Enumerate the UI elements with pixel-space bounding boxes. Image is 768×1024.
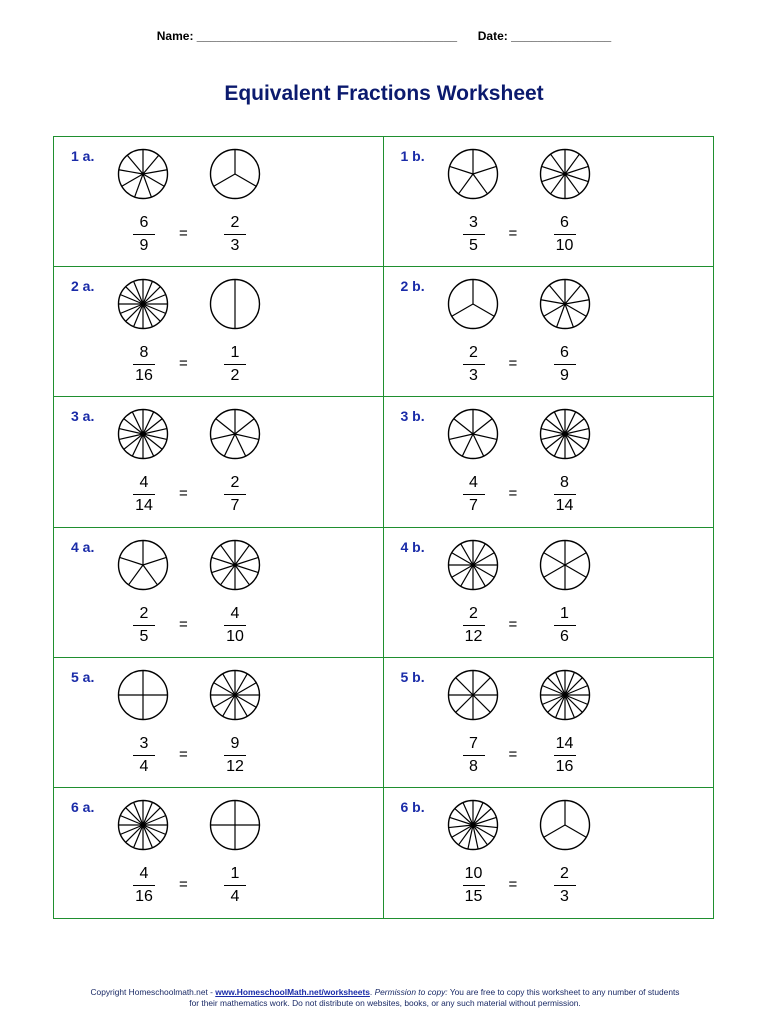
fraction-circle-icon <box>209 799 261 851</box>
left-numerator: 2 <box>133 604 155 626</box>
left-fraction <box>124 864 164 907</box>
right-denominator: 4 <box>230 887 240 905</box>
right-numerator: 2 <box>224 213 246 235</box>
fraction-circle-icon <box>539 408 591 460</box>
fraction-circle-icon <box>209 148 261 200</box>
problem-label: 5 b. <box>400 668 425 685</box>
problem-label: 3 b. <box>400 408 425 425</box>
right-denominator: 2 <box>230 367 240 385</box>
left-fraction-circle <box>447 148 499 200</box>
left-denominator: 15 <box>464 887 483 905</box>
right-fraction-circle <box>539 278 591 330</box>
right-fraction-circle <box>539 799 591 851</box>
right-fraction <box>545 213 585 256</box>
fraction-circle-icon <box>117 148 169 200</box>
left-numerator: 2 <box>463 604 485 626</box>
equals-sign: = <box>179 615 188 633</box>
fraction-circle-icon <box>447 799 499 851</box>
problem-cell <box>54 397 384 527</box>
problem-label: 4 a. <box>71 538 95 555</box>
problem-label: 2 a. <box>71 278 95 295</box>
left-fraction-circle <box>117 799 169 851</box>
right-fraction <box>545 864 585 907</box>
right-numerator: 2 <box>554 864 576 886</box>
left-denominator: 7 <box>469 497 478 515</box>
problem-cell <box>54 528 384 658</box>
permission-text: You are free to copy this worksheet to any number of students for their mathematics work. Do not distribute on websites, books, or any such material without permission. <box>189 987 680 1008</box>
name-line[interactable]: _______________________________________ <box>196 29 458 43</box>
left-fraction-circle <box>447 669 499 721</box>
left-fraction-circle <box>117 148 169 200</box>
left-denominator: 16 <box>135 367 153 385</box>
fraction-circle-icon <box>117 539 169 591</box>
fraction-circle-icon <box>539 669 591 721</box>
fraction-circle-icon <box>117 669 169 721</box>
fraction-circle-icon <box>447 148 499 200</box>
left-fraction <box>124 604 164 647</box>
problem-cell <box>54 788 384 918</box>
left-fraction <box>124 343 164 386</box>
left-denominator: 12 <box>464 627 483 645</box>
fraction-circle-icon <box>447 539 499 591</box>
right-numerator: 9 <box>224 734 246 756</box>
left-fraction-circle <box>447 408 499 460</box>
right-denominator: 9 <box>560 367 569 385</box>
left-numerator: 2 <box>463 343 485 365</box>
left-fraction <box>454 734 494 777</box>
right-numerator: 1 <box>554 604 576 626</box>
fraction-circle-icon <box>447 408 499 460</box>
problem-grid <box>53 136 714 919</box>
problem-label: 2 b. <box>400 278 425 295</box>
right-numerator: 1 <box>224 864 246 886</box>
equals-sign: = <box>179 875 188 893</box>
left-numerator: 7 <box>463 734 485 756</box>
fraction-circle-icon <box>209 408 261 460</box>
equals-sign: = <box>179 485 188 503</box>
left-denominator: 4 <box>139 757 149 775</box>
problem-cell <box>54 267 384 397</box>
fraction-circle-icon <box>539 278 591 330</box>
right-numerator: 8 <box>554 473 576 495</box>
fraction-circle-icon <box>209 669 261 721</box>
left-numerator: 3 <box>463 213 485 235</box>
name-label: Name: <box>156 29 194 43</box>
problem-label: 6 b. <box>400 798 425 815</box>
right-fraction <box>215 343 255 386</box>
right-fraction-circle <box>539 408 591 460</box>
right-fraction <box>215 864 255 907</box>
right-fraction-circle <box>539 148 591 200</box>
copyright-text: Copyright Homeschoolmath.net - <box>90 987 216 997</box>
problem-label: 5 a. <box>71 668 95 685</box>
right-denominator: 10 <box>226 627 244 645</box>
date-label: Date: <box>477 29 508 43</box>
left-fraction <box>454 213 494 256</box>
equals-sign: = <box>508 355 518 373</box>
footer-copyright <box>90 987 680 1009</box>
right-fraction-circle <box>209 669 261 721</box>
problem-label: 3 a. <box>71 408 95 425</box>
left-denominator: 8 <box>469 757 478 775</box>
problem-cell <box>384 137 714 267</box>
fraction-circle-icon <box>539 539 591 591</box>
equals-sign: = <box>179 355 188 373</box>
left-numerator: 4 <box>133 864 155 886</box>
problem-label: 6 a. <box>71 798 95 815</box>
right-denominator: 7 <box>230 497 240 515</box>
right-numerator: 2 <box>224 473 246 495</box>
right-fraction-circle <box>539 539 591 591</box>
right-denominator: 10 <box>555 237 574 254</box>
left-fraction <box>454 604 494 647</box>
left-numerator: 3 <box>133 734 155 756</box>
right-fraction-circle <box>209 539 261 591</box>
left-denominator: 9 <box>139 237 149 254</box>
equals-sign: = <box>508 615 518 633</box>
problem-cell <box>54 137 384 267</box>
left-fraction-circle <box>117 408 169 460</box>
right-denominator: 3 <box>560 887 569 905</box>
website-link[interactable]: www.HomeschoolMath.net/worksheets <box>215 987 370 997</box>
right-numerator: 4 <box>224 604 246 626</box>
problem-label: 4 b. <box>400 538 425 555</box>
left-fraction-circle <box>447 539 499 591</box>
left-fraction <box>124 473 164 516</box>
left-fraction <box>124 213 164 256</box>
fraction-circle-icon <box>117 278 169 330</box>
right-fraction <box>545 343 585 386</box>
fraction-circle-icon <box>539 148 591 200</box>
fraction-circle-icon <box>117 799 169 851</box>
problem-cell <box>384 528 714 658</box>
right-denominator: 12 <box>226 757 244 775</box>
equals-sign: = <box>508 225 518 242</box>
left-fraction-circle <box>117 539 169 591</box>
fraction-circle-icon <box>447 278 499 330</box>
right-fraction-circle <box>209 148 261 200</box>
right-fraction-circle <box>209 278 261 330</box>
right-fraction <box>545 734 585 777</box>
right-fraction <box>545 604 585 647</box>
left-fraction <box>454 864 494 907</box>
date-line[interactable]: _______________ <box>511 29 612 43</box>
right-fraction-circle <box>209 408 261 460</box>
fraction-circle-icon <box>447 669 499 721</box>
right-fraction <box>545 473 585 516</box>
fraction-circle-icon <box>209 278 261 330</box>
left-denominator: 5 <box>139 627 149 645</box>
right-denominator: 3 <box>230 237 240 254</box>
right-numerator: 6 <box>554 343 576 365</box>
fraction-circle-icon <box>539 799 591 851</box>
right-fraction-circle <box>539 669 591 721</box>
left-fraction-circle <box>447 799 499 851</box>
equals-sign: = <box>179 225 188 242</box>
right-numerator: 1 <box>224 343 246 365</box>
problem-label: 1 a. <box>71 148 95 164</box>
left-fraction-circle <box>117 669 169 721</box>
footer-period: . <box>369 987 375 997</box>
equals-sign: = <box>508 745 518 763</box>
right-denominator: 6 <box>560 627 569 645</box>
problem-cell <box>384 267 714 397</box>
left-denominator: 14 <box>135 497 153 515</box>
fraction-circle-icon <box>209 539 261 591</box>
right-numerator: 14 <box>554 734 576 756</box>
equals-sign: = <box>508 485 518 503</box>
right-fraction <box>215 604 255 647</box>
right-fraction-circle <box>209 799 261 851</box>
left-denominator: 16 <box>135 887 153 905</box>
problem-label: 1 b. <box>400 148 425 164</box>
problem-cell <box>384 397 714 527</box>
left-numerator: 4 <box>463 473 485 495</box>
left-fraction <box>124 734 164 777</box>
left-fraction-circle <box>447 278 499 330</box>
permission-label: Permission to copy: <box>374 987 448 997</box>
right-fraction <box>215 734 255 777</box>
left-denominator: 5 <box>469 237 478 254</box>
right-denominator: 16 <box>555 757 574 775</box>
right-denominator: 14 <box>555 497 574 515</box>
fraction-circle-icon <box>117 408 169 460</box>
left-fraction <box>454 473 494 516</box>
left-numerator: 8 <box>133 343 155 365</box>
left-numerator: 10 <box>463 864 485 886</box>
equals-sign: = <box>179 745 188 763</box>
left-numerator: 4 <box>133 473 155 495</box>
left-numerator: 6 <box>133 213 155 235</box>
name-date-header <box>0 29 768 43</box>
right-fraction <box>215 213 255 256</box>
problem-cell <box>384 788 714 918</box>
left-fraction <box>454 343 494 386</box>
worksheet-title: Equivalent Fractions Worksheet <box>224 82 544 105</box>
left-fraction-circle <box>117 278 169 330</box>
problem-cell <box>54 658 384 788</box>
right-numerator: 6 <box>554 213 576 235</box>
left-denominator: 3 <box>469 367 478 385</box>
right-fraction <box>215 473 255 516</box>
equals-sign: = <box>508 875 518 893</box>
problem-cell <box>384 658 714 788</box>
